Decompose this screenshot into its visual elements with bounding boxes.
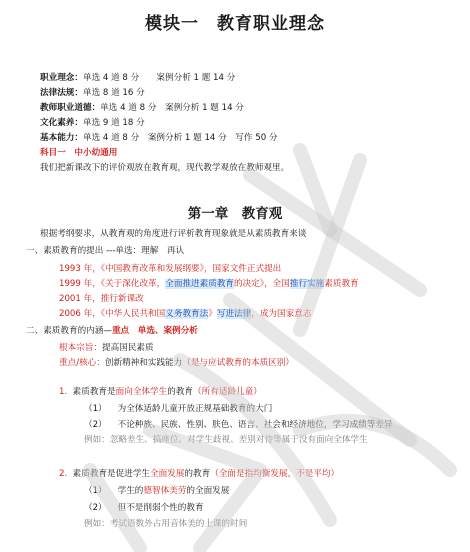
- section-1-heading: 一、素质教育的提出 ---单选：理解 再认: [26, 246, 185, 256]
- item-number: （2）: [84, 420, 107, 430]
- exam-text: 单选 8 道 16 分: [82, 88, 145, 98]
- point-number: 2.: [59, 469, 68, 479]
- core-label: 重点/核心：: [59, 358, 105, 368]
- point-1-example: 例如：忽略差生、搞座位、对学生歧视、差别对待等属于没有面向全体学生: [84, 435, 368, 445]
- exam-row-1: [40, 73, 235, 84]
- timeline-text: ，成为国家意志: [251, 309, 312, 319]
- timeline-text: 2006 年，《中华人民共和国: [59, 309, 166, 319]
- item-text: 为全体适龄儿童开放正规基础教育的大门: [117, 404, 273, 414]
- point-emphasis: 面向全体学生: [115, 387, 168, 397]
- exam-label: 职业理念：: [40, 73, 83, 83]
- timeline-text: 》: [208, 309, 217, 319]
- exam-text: 单选 4 道 8 分 案例分析 1 题 14 分: [82, 73, 236, 83]
- item-text: 但不是削弱个性的教育: [117, 503, 204, 513]
- item-text: 的全面发展: [186, 486, 230, 496]
- point-1-item-1: [84, 404, 272, 415]
- highlight-text: 写进法律: [216, 309, 252, 319]
- timeline-text: 1999 年，《关于深化改革，: [59, 279, 166, 289]
- exam-label: 法律法规：: [40, 88, 83, 98]
- item-text: 不论种族、民族、性别、肤色、语言、社会和经济地位，学习成绩等差异: [117, 420, 393, 430]
- timeline-row-1993: [59, 264, 281, 275]
- point-emphasis: 全面发展: [150, 469, 185, 479]
- point-1: [59, 387, 262, 398]
- point-text: 的教育: [167, 387, 194, 397]
- subject-label: 科目一 中小幼通用: [40, 148, 118, 158]
- point-note: （所有适龄儿童）: [193, 387, 262, 397]
- chapter-title: 第一章 教育观: [187, 206, 283, 222]
- section-heading-emphasis: 重点 单选、案例分析: [111, 326, 198, 336]
- exam-row-5: [40, 133, 277, 144]
- core-text: 创新精神和实践能力: [104, 358, 183, 368]
- item-text: 学生的: [117, 486, 144, 496]
- timeline-text: 素质教育: [324, 279, 359, 289]
- core-row: [59, 358, 294, 369]
- intro-text: 我们把新课改下的评价观放在教育观，现代教学观放在教师观里。: [40, 163, 290, 173]
- purpose-label: 根本宗旨：: [59, 343, 102, 353]
- exam-row-2: [40, 88, 145, 99]
- core-note: （是与应试教育的本质区别）: [182, 358, 294, 368]
- point-2-item-1: [84, 486, 229, 497]
- purpose-row: [59, 343, 154, 354]
- point-2: [59, 469, 339, 480]
- page-title: 模块一 教育职业理念: [145, 14, 325, 34]
- item-number: （1）: [84, 404, 107, 414]
- exam-label: 基本能力：: [40, 133, 83, 143]
- point-note: （全面是指均衡发展，不是平均）: [210, 469, 340, 479]
- highlight-text: 义务教育法: [165, 309, 209, 319]
- timeline-row-2001: 2001 年，推行新课改: [59, 294, 144, 304]
- exam-row-4: [40, 118, 145, 129]
- item-number: （1）: [84, 486, 107, 496]
- highlight-text: 全面推进素质教育: [165, 279, 235, 289]
- exam-text: 单选 9 道 18 分: [82, 118, 145, 128]
- exam-text: 单选 4 道 8 分 案例分析 1 题 14 分: [100, 103, 244, 113]
- point-text: 的教育: [184, 469, 211, 479]
- point-2-example: 例如：考试语数外占用音体美的上课的时间: [84, 519, 248, 529]
- point-number: 1.: [59, 387, 68, 397]
- exam-label: 文化素养：: [40, 118, 83, 128]
- item-number: （2）: [84, 503, 107, 513]
- timeline-text: 的决定》，全国: [234, 279, 290, 289]
- timeline-row-1999: [59, 279, 359, 290]
- point-1-item-2: [84, 420, 393, 431]
- section-heading-text: 二、素质教育的内涵—: [26, 326, 112, 336]
- year-1993: 1993 年，《中国教育改革和发展纲要》，国家文件: [59, 264, 247, 274]
- exam-label: 教师职业道德：: [40, 103, 101, 113]
- highlight-text: 正式提出: [246, 264, 282, 274]
- requirement-text: 根据考纲要求，从教育观的角度进行评析教育现象就是从素质教育来谈: [40, 229, 307, 239]
- point-text: 素质教育是: [72, 387, 116, 397]
- item-emphasis: 德智体美劳: [143, 486, 187, 496]
- exam-text: 单选 4 道 8 分 案例分析 1 题 14 分 写作 50 分: [82, 133, 278, 143]
- purpose-text: 提高国民素质: [101, 343, 154, 353]
- section-2-heading: [26, 326, 198, 337]
- timeline-row-2006: [59, 309, 311, 320]
- point-2-item-2: [84, 503, 204, 514]
- highlight-text: 推行实施: [289, 279, 325, 289]
- point-text: 素质教育是促进学生: [72, 469, 151, 479]
- exam-row-3: [40, 103, 244, 114]
